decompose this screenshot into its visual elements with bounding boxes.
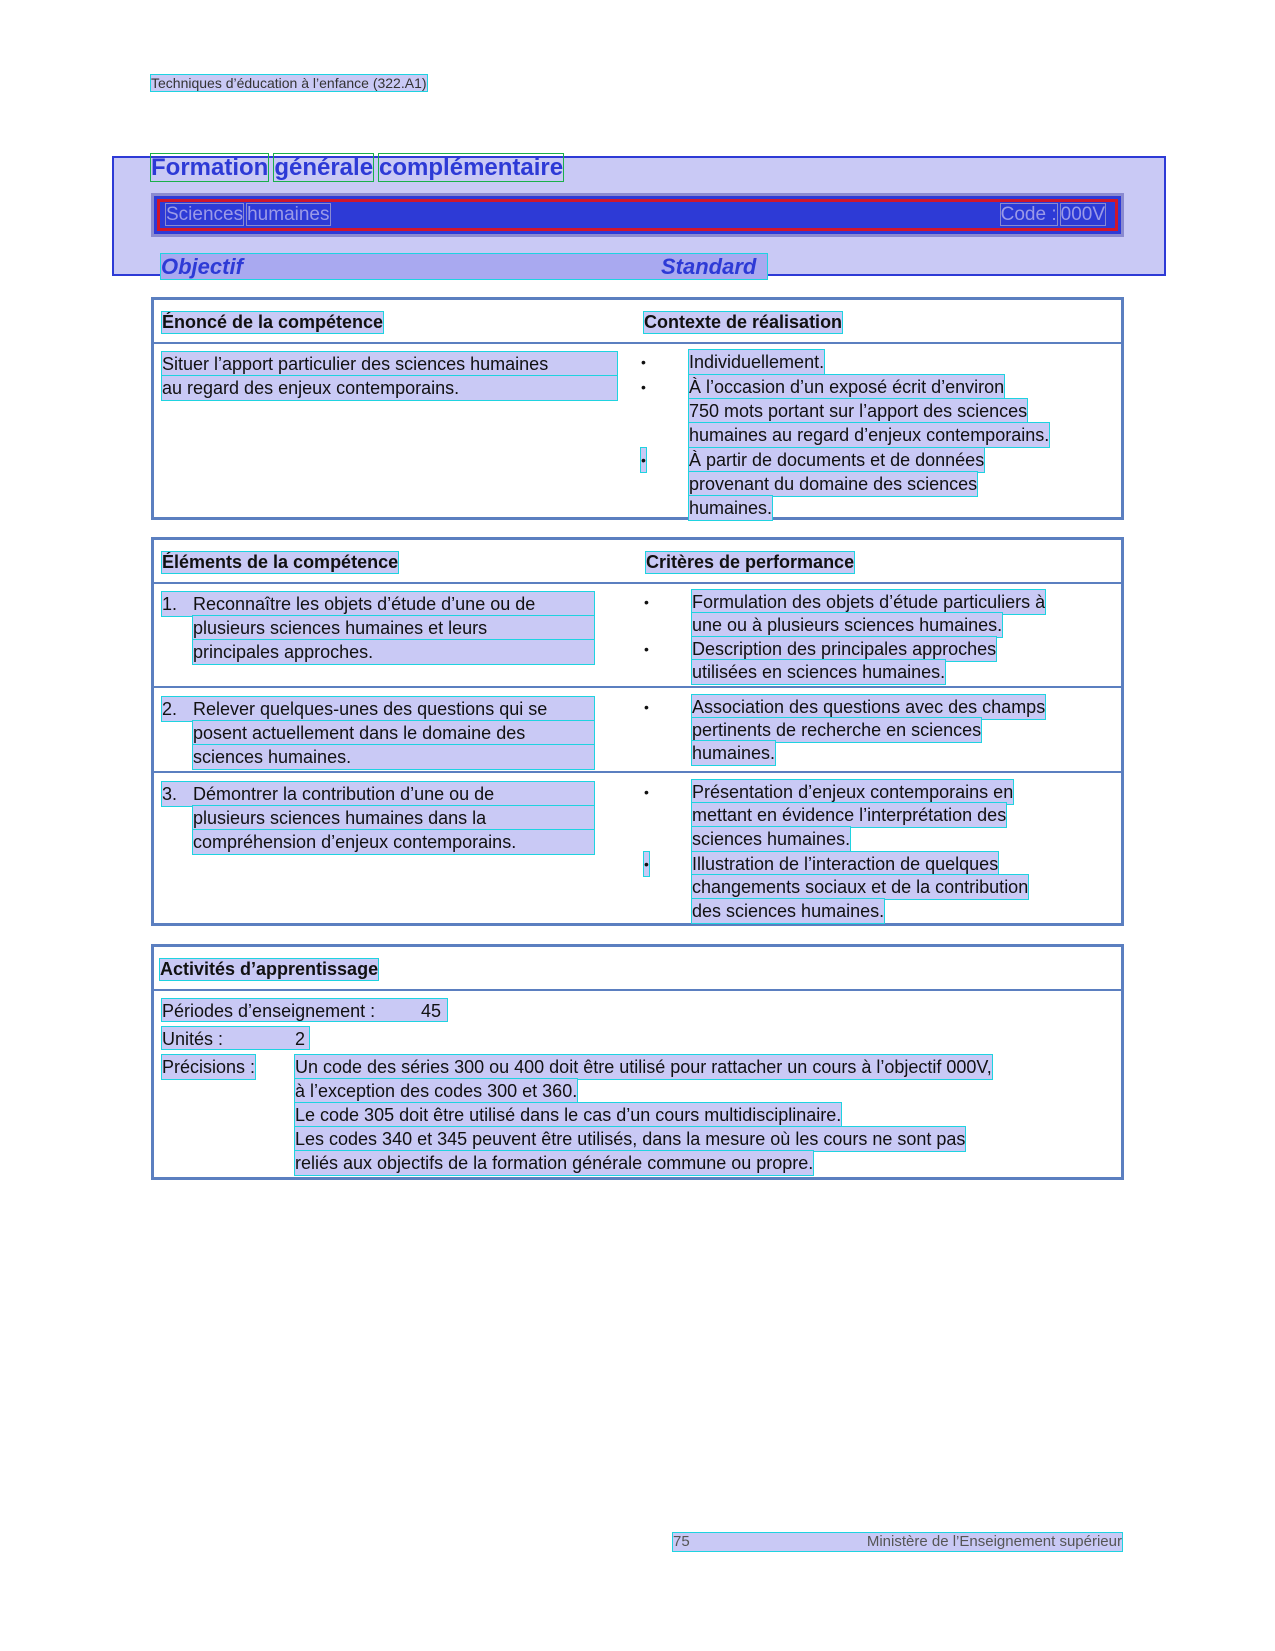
element-line: principales approches. [193,640,594,664]
units-row [162,1027,309,1049]
precision-line: à l’exception des codes 300 et 360. [295,1081,578,1101]
context-line: humaines. [689,498,773,518]
col-header-elements: Éléments de la compétence [162,552,399,572]
element-number: 3. [162,784,178,804]
element-number: 1. [162,594,178,614]
subject-word: Sciences [166,204,244,225]
title-word: générale [274,154,374,181]
title-word: Formation [151,154,269,181]
bullet: • [644,594,649,610]
row-separator [154,771,1121,773]
element-row [162,782,594,806]
standard-label: Standard [661,254,757,279]
element-line: plusieurs sciences humaines dans la [193,806,594,830]
bullet: • [644,641,649,657]
element-line: plusieurs sciences humaines et leurs [193,616,594,640]
col-header-statement: Énoncé de la compétence [162,312,384,332]
context-line: provenant du domaine des sciences [689,474,978,494]
precision-line: reliés aux objectifs de la formation générale commune ou propre. [295,1153,814,1173]
periods-label: Périodes d’enseignement : [162,1001,376,1021]
competence-box-header [154,300,1121,344]
competence-box [151,297,1124,520]
criterion-line: pertinents de recherche en sciences [692,720,982,740]
bullet: • [641,354,646,370]
precision-line: Le code 305 doit être utilisé dans le cas d’un cours multidisciplinaire. [295,1105,842,1125]
activities-box-header [154,947,1121,991]
criterion-line: Présentation d’enjeux contemporains en [692,782,1014,802]
code-value: 000V [1060,204,1105,225]
context-line: À l’occasion d’un exposé écrit d’environ [689,377,1005,397]
element-line: sciences humaines. [193,745,594,769]
element-row [162,697,594,721]
criterion-line: des sciences humaines. [692,901,885,921]
element-line: Reconnaître les objets d’étude d’une ou de [193,594,536,614]
bullet: • [641,448,646,472]
element-number: 2. [162,699,178,719]
page-number: 75 [673,1533,690,1550]
criterion-line: utilisées en sciences humaines. [692,662,946,682]
subject-bar [151,193,1124,237]
bullet: • [644,699,649,715]
statement-line: Situer l’apport particulier des sciences humaines [162,352,617,376]
activities-box [151,944,1124,1180]
objective-label: Objectif [161,254,243,279]
criterion-line: Formulation des objets d’étude particuliers à [692,592,1046,612]
criterion-line: Association des questions avec des champs [692,697,1046,717]
activities-header: Activités d’apprentissage [160,959,379,979]
running-head: Techniques d’éducation à l’enfance (322.A1) [151,75,427,91]
criterion-line: sciences humaines. [692,829,851,849]
units-label: Unités : [162,1029,224,1049]
code-label: Code : [1000,204,1057,225]
periods-value: 45 [421,1001,442,1021]
col-header-context: Contexte de réalisation [644,312,843,332]
element-line: posent actuellement dans le domaine des [193,721,594,745]
criterion-line: humaines. [692,743,776,763]
element-line: Démontrer la contribution d’une ou de [193,784,495,804]
row-separator [154,686,1121,688]
element-line: Relever quelques-unes des questions qui se [193,699,548,719]
criterion-line: Illustration de l’interaction de quelques [692,854,999,874]
elements-box [151,537,1124,926]
page-footer [673,1533,1122,1551]
statement-line: au regard des enjeux contemporains. [162,376,617,400]
criterion-line: Description des principales approches [692,639,997,659]
col-header-criteria: Critères de performance [646,552,855,572]
precisions-label: Précisions : [162,1057,256,1077]
footer-organization: Ministère de l’Enseignement supérieur [866,1533,1122,1550]
criterion-line: changements sociaux et de la contribution [692,877,1029,897]
context-line: humaines au regard d’enjeux contemporains. [689,425,1050,445]
subject-code [1001,204,1109,226]
formation-title [151,154,569,182]
element-row [162,592,594,616]
context-line: Individuellement. [689,352,825,372]
subject-inner [157,199,1118,231]
subject-name [166,204,334,226]
elements-box-header [154,540,1121,584]
subject-word: humaines [247,204,330,225]
precision-line: Les codes 340 et 345 peuvent être utilisés, dans la mesure où les cours ne sont pas [295,1129,966,1149]
criterion-line: mettant en évidence l’interprétation des [692,805,1007,825]
context-line: À partir de documents et de données [689,450,985,470]
periods-row [162,999,447,1021]
bullet: • [641,379,646,395]
objective-row [161,254,767,279]
title-word: complémentaire [379,154,564,181]
units-value: 2 [295,1029,306,1049]
bullet: • [644,852,649,876]
criterion-line: une ou à plusieurs sciences humaines. [692,615,1003,635]
bullet: • [644,784,649,800]
context-line: 750 mots portant sur l’apport des sciences [689,401,1028,421]
element-line: compréhension d’enjeux contemporains. [193,830,594,854]
precision-line: Un code des séries 300 ou 400 doit être utilisé pour rattacher un cours à l’objectif 000V, [295,1057,992,1077]
